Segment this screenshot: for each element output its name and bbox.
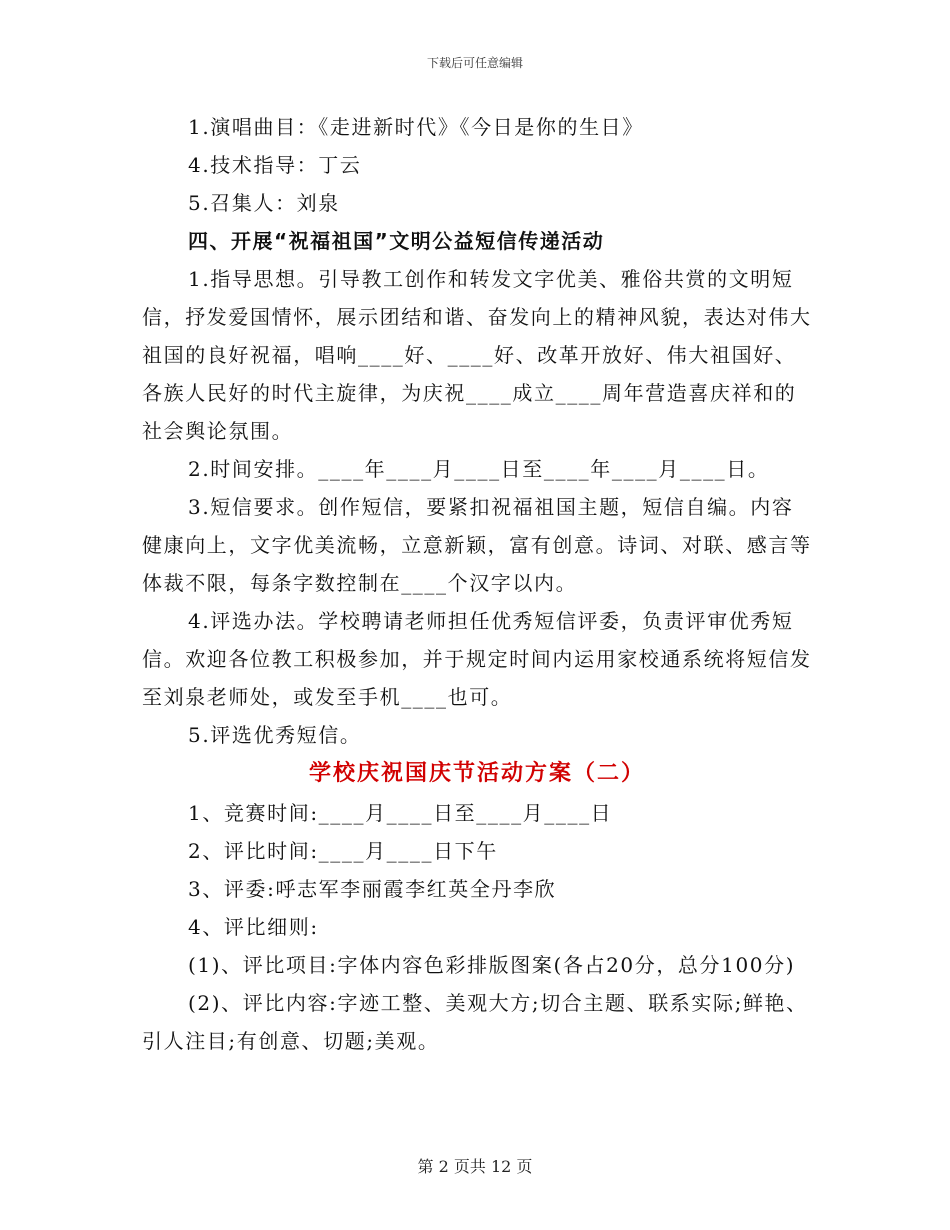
list-item: 1、竞赛时间:____月____日至____月____日 <box>188 801 613 825</box>
list-item: 3、评委:呼志军李丽霞李红英全丹李欣 <box>188 877 557 901</box>
list-item: 5.召集人：刘泉 <box>188 191 340 215</box>
list-item: 2、评比时间:____月____日下午 <box>188 839 498 863</box>
paragraph: 1.指导思想。引导教工创作和转发文字优美、雅俗共赏的文明短信，抒发爱国情怀，展示团结和谐、奋发向上的精神风貌，表达对伟大祖国的良好祝福，唱响____好、____好、改革开放好、伟大祖国好、各族人民好的时代主旋律，为庆祝____成立____周年营造喜庆祥和的社会舆论氛围。 <box>142 267 812 443</box>
paragraph: 5.评选优秀短信。 <box>188 723 362 747</box>
page-footer: 第 2 页共 12 页 <box>417 1157 533 1176</box>
plan-title: 学校庆祝国庆节活动方案（二） <box>308 761 645 786</box>
list-item: 4、评比细则: <box>188 915 319 939</box>
document-body <box>142 108 812 1060</box>
paragraph: 4.评选办法。学校聘请老师担任优秀短信评委，负责评审优秀短信。欢迎各位教工积极参加，并于规定时间内运用家校通系统将短信发至刘泉老师处，或发至手机____也可。 <box>142 609 812 709</box>
list-item: 4.技术指导：丁云 <box>188 153 362 177</box>
list-item: (2)、评比内容:字迹工整、美观大方;切合主题、联系实际;鲜艳、引人注目;有创意、切题;美观。 <box>142 991 808 1053</box>
paragraph: 2.时间安排。____年____月____日至____年____月____日。 <box>188 457 770 481</box>
page-header: 下载后可任意编辑 <box>426 56 523 70</box>
paragraph: 3.短信要求。创作短信，要紧扣祝福祖国主题，短信自编。内容健康向上，文字优美流畅，立意新颖，富有创意。诗词、对联、感言等体裁不限，每条字数控制在____个汉字以内。 <box>142 495 812 595</box>
section-heading: 四、开展“祝福祖国”文明公益短信传递活动 <box>188 229 605 253</box>
list-item: 1.演唱曲目：《走进新时代》《今日是你的生日》 <box>188 115 644 139</box>
list-item: (1)、评比项目:字体内容色彩排版图案(各占20分，总分100分) <box>188 953 796 977</box>
